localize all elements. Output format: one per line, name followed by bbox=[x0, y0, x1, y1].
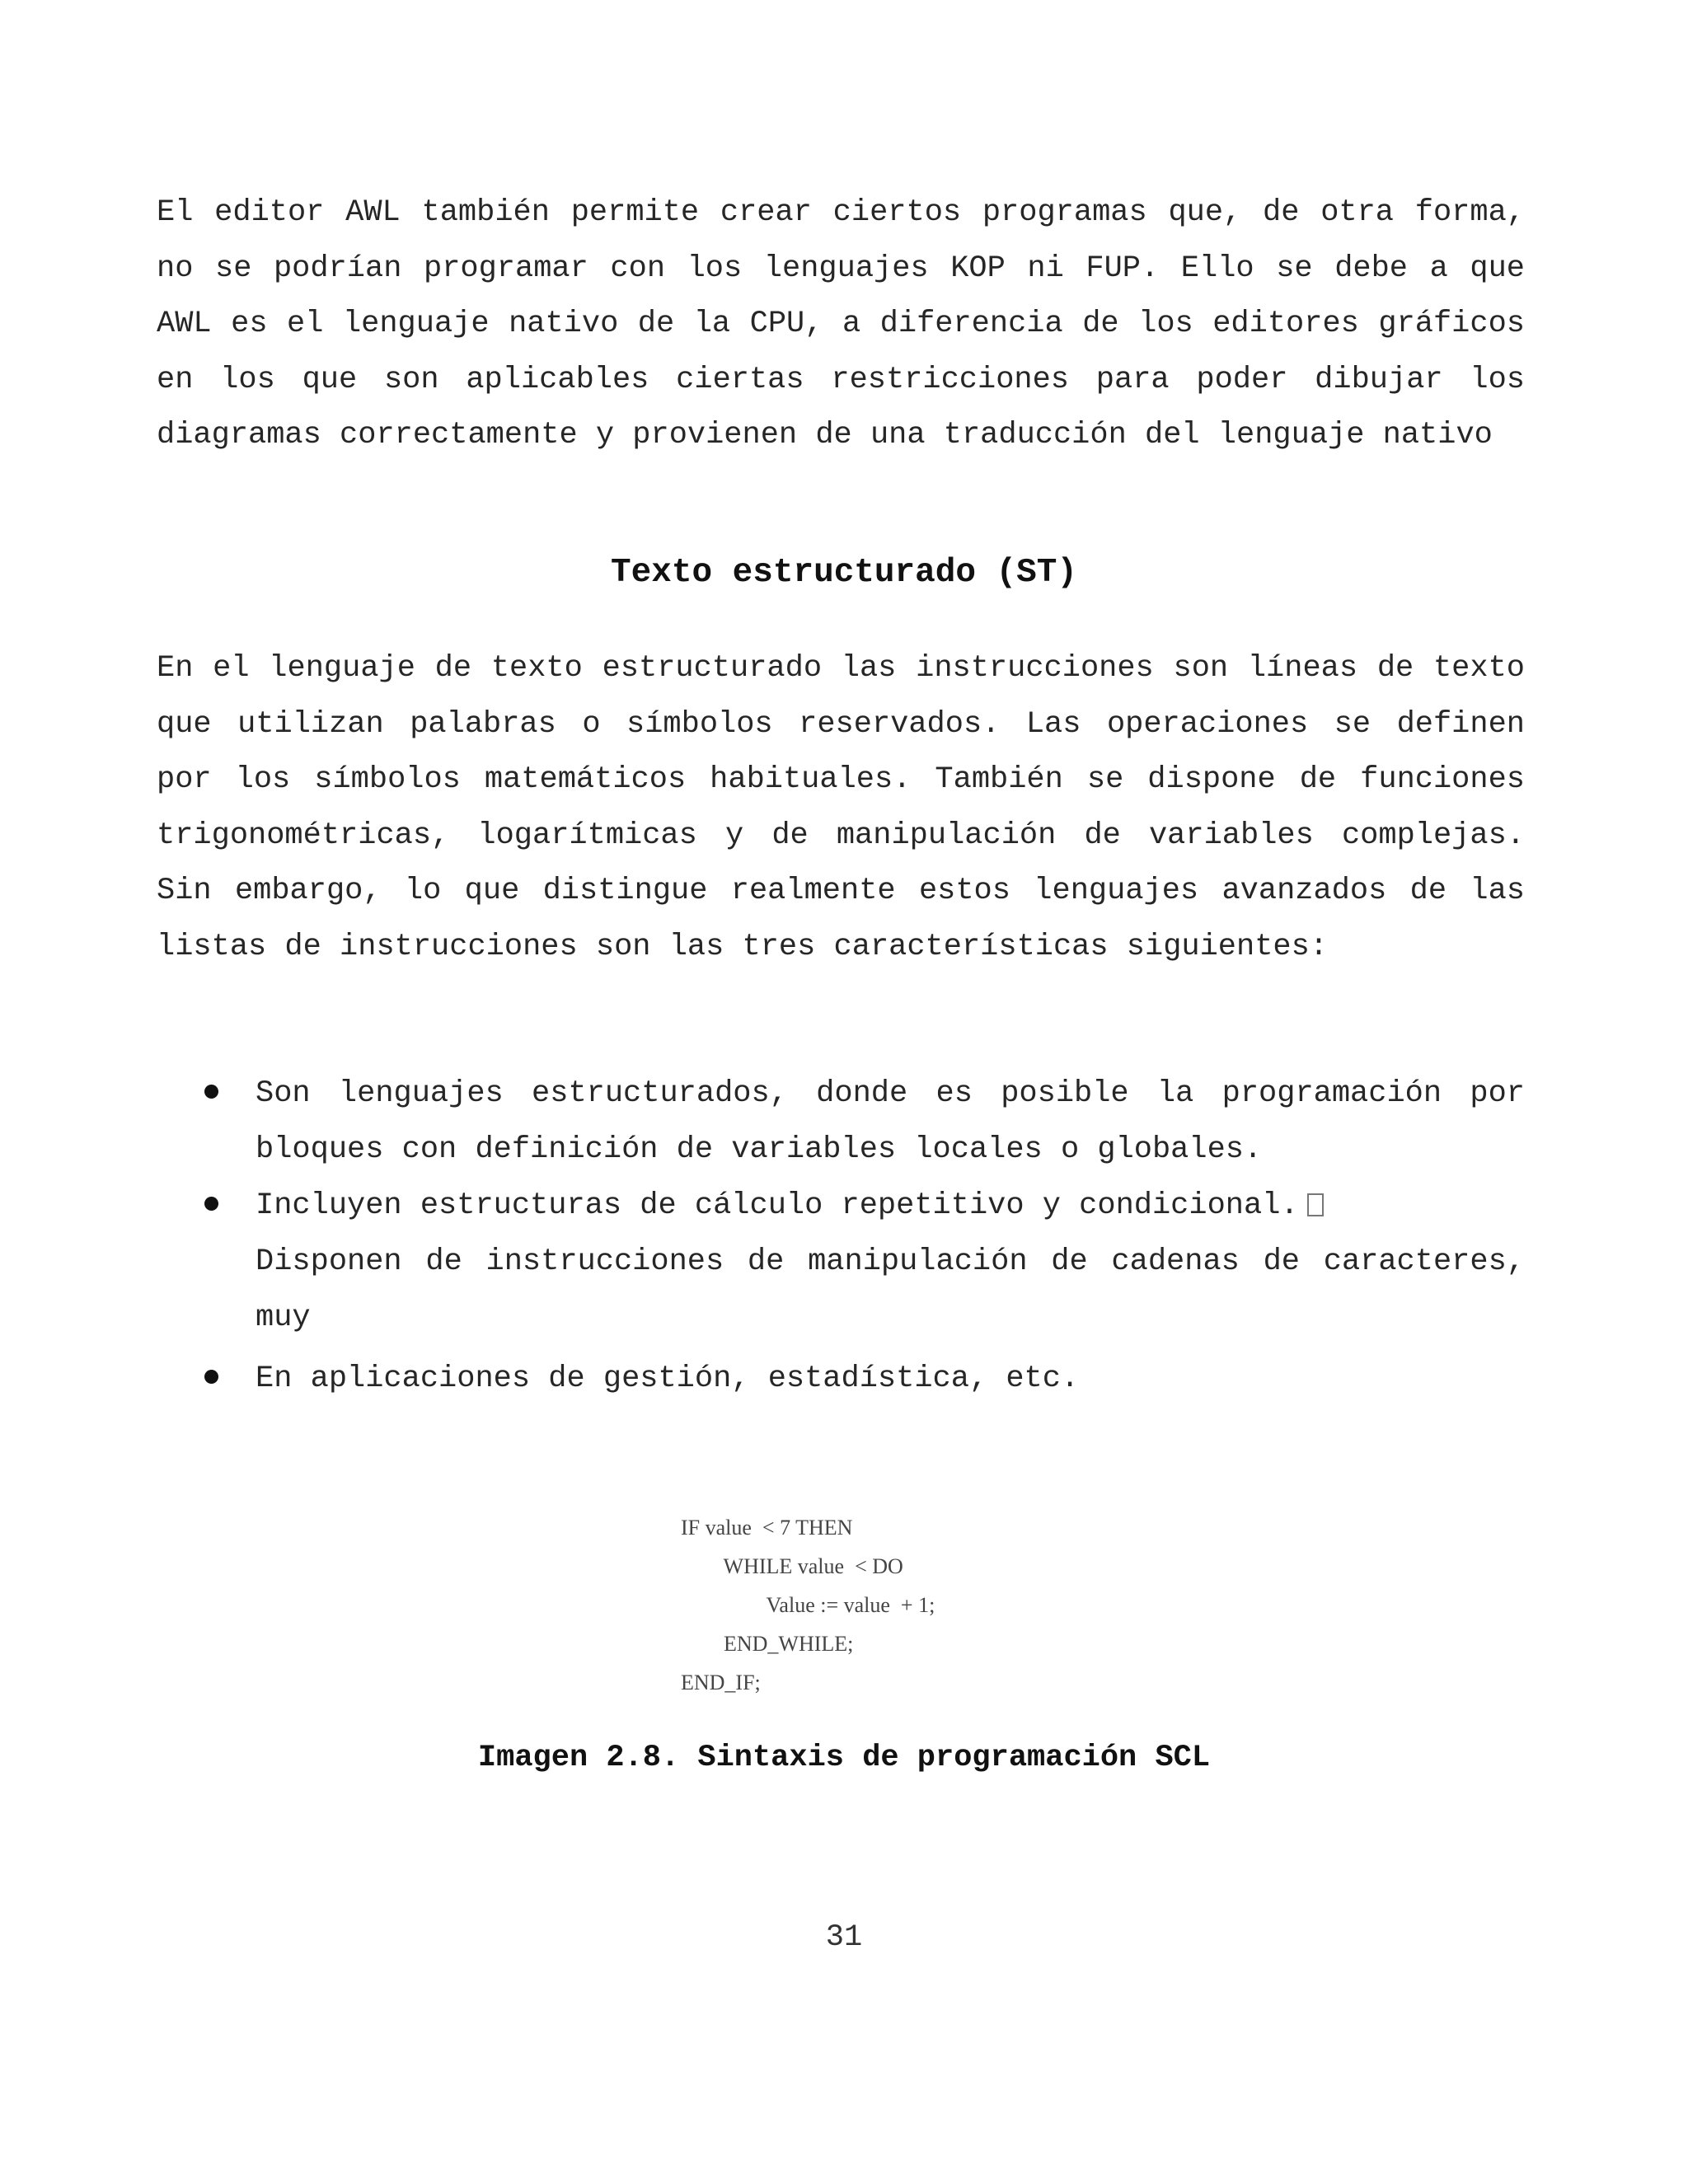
list-item bbox=[157, 1178, 1525, 1346]
code-line: END_WHILE; bbox=[681, 1632, 854, 1656]
figure-caption: Imagen 2.8. Sintaxis de programación SCL bbox=[477, 1741, 1211, 1775]
section-heading: Texto estructurado (ST) bbox=[611, 554, 1077, 592]
paragraph-structured-text: En el lenguaje de texto estructurado las instrucciones son líneas de texto que utilizan palabras o símbolos reservados. Las operaciones se definen por los símbolos matemáticos habituales. También se dispone de funciones trigonométricas, logarítmicas y de manipulación de variables complejas. Sin embargo, lo que distingue realmente estos lenguajes avanzados de las listas de instrucciones son las tres características siguientes: bbox=[157, 651, 1525, 964]
list-item bbox=[157, 1351, 1525, 1407]
bullet-icon bbox=[204, 1085, 218, 1099]
missing-glyph-box-icon bbox=[1307, 1193, 1324, 1216]
bullet-icon bbox=[204, 1370, 218, 1384]
code-line: IF value < 7 THEN bbox=[681, 1516, 853, 1540]
paragraph-awl-editor: El editor AWL también permite crear ciertos programas que, de otra forma, no se podrían programar con los lenguajes KOP ni FUP. Ello se debe a que AWL es el lenguaje nativo de la CPU, a diferencia de los editores gráficos en los que son aplicables ciertas restricciones para poder dibujar los diagramas correctamente y provienen de una traducción del lenguaje nativo bbox=[157, 195, 1525, 452]
bullet-icon bbox=[204, 1197, 218, 1211]
code-line: END_IF; bbox=[681, 1671, 761, 1694]
list-item-text: Disponen de instrucciones de manipulación de cadenas de caracteres, muy bbox=[256, 1244, 1525, 1335]
characteristics-list bbox=[157, 1066, 1525, 1407]
code-line: Value := value + 1; bbox=[681, 1593, 935, 1617]
list-item-text: Son lenguajes estructurados, donde es posible la programación por bloques con definición de variables locales o globales. bbox=[256, 1076, 1525, 1167]
list-item-text: En aplicaciones de gestión, estadística, etc. bbox=[256, 1361, 1080, 1396]
code-figure bbox=[681, 1508, 935, 1702]
list-item-text: Incluyen estructuras de cálculo repetitivo y condicional. bbox=[256, 1188, 1299, 1223]
page-number: 31 bbox=[825, 1920, 863, 1955]
code-line: WHILE value < DO bbox=[681, 1554, 903, 1578]
list-item bbox=[157, 1066, 1525, 1178]
